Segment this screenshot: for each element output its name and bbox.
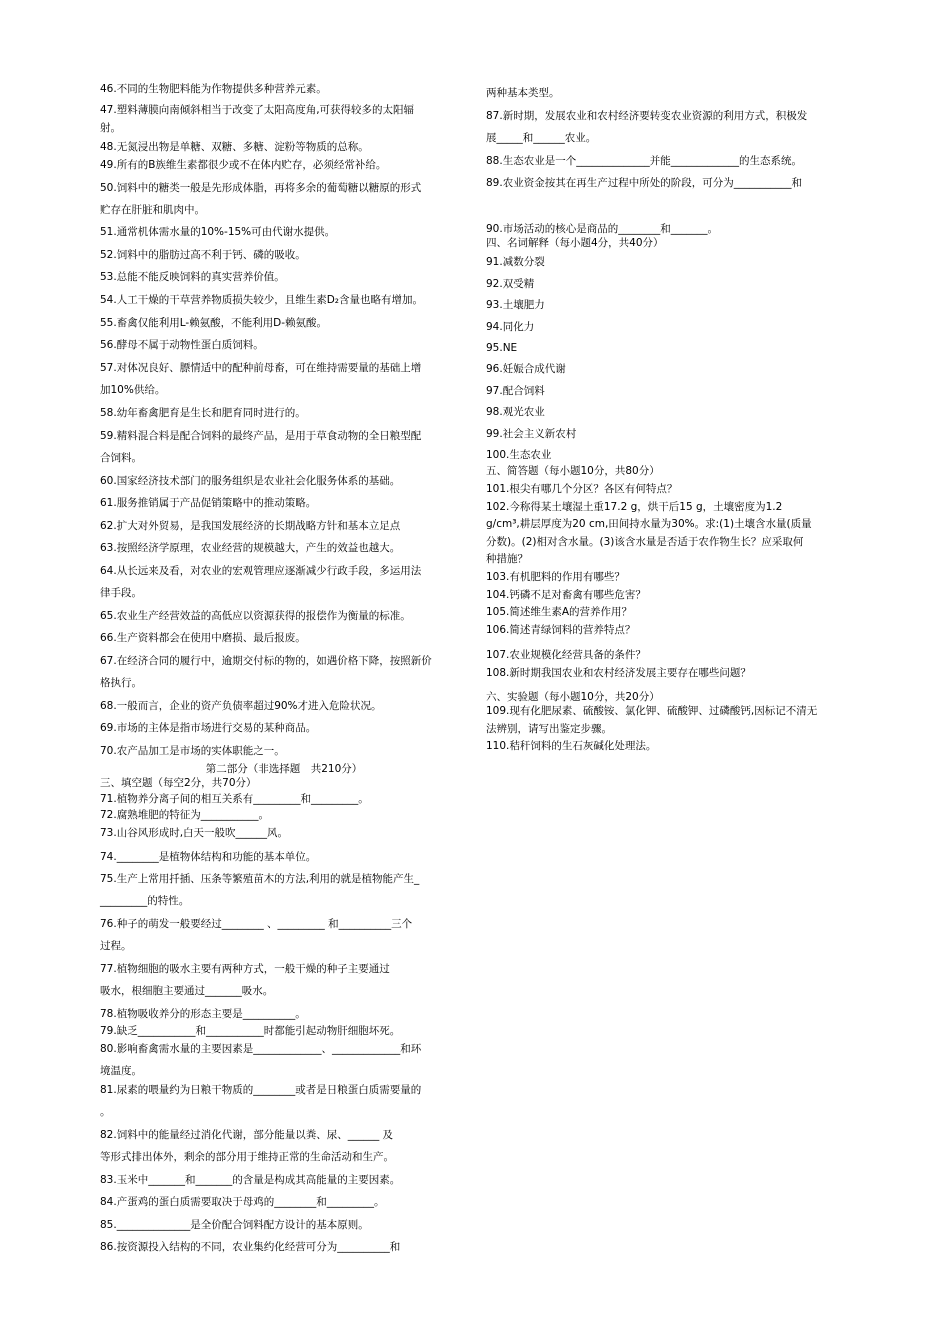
- text-line: 63.按照经济学原理，农业经营的规模越大，产生的效益也越大。: [100, 542, 401, 554]
- section-heading: 四、名词解释（每小题4分，共40分）: [486, 237, 664, 249]
- text-line: 81.尿素的喂量约为日粮干物质的________或者是日粮蛋白质需要量的: [100, 1084, 422, 1096]
- section-heading: 第二部分（非选择题 共210分）: [205, 763, 363, 775]
- text-line: 52.饲料中的脂肪过高不利于钙、磷的吸收。: [100, 249, 306, 261]
- text-line: 49.所有的B族维生素都很少或不在体内贮存，必须经常补给。: [100, 159, 387, 171]
- text-line: 69.市场的主体是指市场进行交易的某种商品。: [100, 722, 317, 734]
- text-line: 分数)。(2)相对含水量。(3)该含水量是否适于农作物生长？应采取何: [486, 536, 804, 548]
- text-line: 。: [100, 1106, 111, 1118]
- text-line: 48.无氮浸出物是单糖、双糖、多糖、淀粉等物质的总称。: [100, 141, 369, 153]
- text-line: 57.对体况良好、膘情适中的配种前母畜，可在维持需要量的基础上增: [100, 362, 422, 374]
- text-line: 84.产蛋鸡的蛋白质需要取决于母鸡的________和_________。: [100, 1196, 385, 1208]
- text-line: 等形式排出体外，剩余的部分用于维持正常的生命活动和生产。: [100, 1151, 394, 1163]
- text-line: 两种基本类型。: [486, 87, 560, 99]
- text-line: 58.幼年畜禽肥育是生长和肥育同时进行的。: [100, 407, 306, 419]
- text-line: 50.饲料中的糖类一般是先形成体脂，再将多余的葡萄糖以糖原的形式: [100, 182, 422, 194]
- text-line: 82.饲料中的能量经过消化代谢，部分能量以粪、尿、______ 及: [100, 1129, 394, 1141]
- text-line: 68.一般而言，企业的资产负债率超过90%才进入危险状况。: [100, 700, 382, 712]
- text-line: 97.配合饲料: [486, 385, 545, 397]
- text-line: 67.在经济合同的履行中，逾期交付标的物的，如遇价格下降，按照新价: [100, 655, 432, 667]
- text-line: 90.市场活动的核心是商品的________和_______。: [486, 223, 718, 235]
- text-line: g/cm³,耕层厚度为20 cm,田间持水量为30%。求:(1)土壤含水量(质量: [486, 518, 812, 530]
- text-line: 103.有机肥料的作用有哪些？: [486, 571, 625, 583]
- text-line: 108.新时期我国农业和农村经济发展主要存在哪些问题？: [486, 667, 751, 679]
- text-line: 格执行。: [100, 677, 142, 689]
- text-line: 101.根尖有哪几个分区？各区有何特点？: [486, 483, 678, 495]
- text-line: 47.塑料薄膜向南倾斜相当于改变了太阳高度角,可获得较多的太阳辐: [100, 104, 415, 116]
- text-line: 55.畜禽仅能利用L-赖氨酸，不能利用D-赖氨酸。: [100, 317, 328, 329]
- text-line: 110.秸秆饲料的生石灰碱化处理法。: [486, 740, 657, 752]
- text-line: 79.缺乏___________和___________时都能引起动物肝细胞坏死。: [100, 1025, 401, 1037]
- text-line: 99.社会主义新农村: [486, 428, 577, 440]
- text-line: 65.农业生产经营效益的高低应以资源获得的报偿作为衡量的标准。: [100, 610, 411, 622]
- text-line: 77.植物细胞的吸水主要有两种方式，一般干燥的种子主要通过: [100, 963, 390, 975]
- text-line: 102.今称得某土壤湿土重17.2 g，烘干后15 g，土壤密度为1.2: [486, 501, 783, 513]
- text-line: 59.精料混合料是配合饲料的最终产品，是用于草食动物的全日粮型配: [100, 430, 422, 442]
- text-line: 46.不同的生物肥料能为作物提供多种营养元素。: [100, 83, 327, 95]
- text-line: 104.钙磷不足对畜禽有哪些危害？: [486, 589, 646, 601]
- text-line: 93.土壤肥力: [486, 299, 545, 311]
- text-line: 87.新时期，发展农业和农村经济要转变农业资源的利用方式，积极发: [486, 110, 808, 122]
- text-line: 75.生产上常用扦插、压条等繁殖苗木的方法,利用的就是植物能产生_: [100, 873, 420, 885]
- text-line: 83.玉米中_______和_______的含量是构成其高能量的主要因素。: [100, 1174, 401, 1186]
- text-line: 96.妊娠合成代谢: [486, 363, 566, 375]
- text-line: 种措施？: [486, 553, 528, 565]
- text-line: 76.种子的萌发一般要经过________ 、_________ 和__________三个: [100, 918, 413, 930]
- text-line: 51.通常机体需水量的10%-15%可由代谢水提供。: [100, 226, 336, 238]
- text-line: 64.从长远来及看，对农业的宏观管理应逐渐减少行政手段，多运用法: [100, 565, 422, 577]
- text-line: 射。: [100, 122, 121, 134]
- text-line: 律手段。: [100, 587, 142, 599]
- text-line: 62.扩大对外贸易，是我国发展经济的长期战略方针和基本立足点: [100, 520, 401, 532]
- text-line: 88.生态农业是一个______________并能_____________的生态系统。: [486, 155, 802, 167]
- text-line: 98.观光农业: [486, 406, 545, 418]
- text-line: 92.双受精: [486, 278, 535, 290]
- text-line: 74.________是植物体结构和功能的基本单位。: [100, 851, 317, 863]
- text-line: 61.服务推销属于产品促销策略中的推动策略。: [100, 497, 317, 509]
- text-line: 加10%供给。: [100, 384, 166, 396]
- text-line: 73.山谷风形成时,白天一般吹______风。: [100, 827, 289, 839]
- section-heading: 六、实验题（每小题10分，共20分）: [486, 691, 660, 703]
- section-heading: 三、填空题（每空2分，共70分）: [100, 777, 257, 789]
- text-line: 94.同化力: [486, 321, 535, 333]
- text-line: 80.影响畜禽需水量的主要因素是_____________、_____________和环: [100, 1043, 422, 1055]
- text-line: 境温度。: [100, 1065, 142, 1077]
- text-line: 合饲料。: [100, 452, 142, 464]
- text-line: 60.国家经济技术部门的服务组织是农业社会化服务体系的基础。: [100, 475, 401, 487]
- text-line: 100.生态农业: [486, 449, 552, 461]
- text-line: 法辨别，请写出鉴定步骤。: [486, 723, 612, 735]
- text-line: 89.农业资金按其在再生产过程中所处的阶段，可分为___________和: [486, 177, 802, 189]
- text-line: 71.植物养分离子间的相互关系有_________和_________。: [100, 793, 369, 805]
- text-line: 95.NE: [486, 342, 518, 354]
- text-line: 85.______________是全价配合饲料配方设计的基本原则。: [100, 1219, 369, 1231]
- text-line: 66.生产资料都会在使用中磨损、最后报废。: [100, 632, 306, 644]
- text-line: 过程。: [100, 940, 132, 952]
- text-line: 109.现有化肥尿素、硫酸铵、氯化钾、硫酸钾、过磷酸钙,因标记不清无: [486, 705, 818, 717]
- text-line: 86.按资源投入结构的不同，农业集约化经营可分为__________和: [100, 1241, 401, 1253]
- text-line: 72.腐熟堆肥的特征为___________。: [100, 809, 269, 821]
- text-line: 展_____和______农业。: [486, 132, 597, 144]
- text-line: 53.总能不能反映饲料的真实营养价值。: [100, 271, 285, 283]
- text-line: 106.简述青绿饲料的营养特点？: [486, 624, 636, 636]
- section-heading: 五、简答题（每小题10分，共80分）: [486, 465, 660, 477]
- text-line: 91.减数分裂: [486, 256, 545, 268]
- text-line: 贮存在肝脏和肌肉中。: [100, 204, 205, 216]
- text-line: 54.人工干燥的干草营养物质损失较少，且维生素D₂含量也略有增加。: [100, 294, 423, 306]
- text-line: 56.酵母不属于动物性蛋白质饲料。: [100, 339, 264, 351]
- text-line: 105.简述维生素A的营养作用？: [486, 606, 633, 618]
- text-line: _________的特性。: [100, 895, 190, 907]
- text-line: 107.农业规模化经营具备的条件？: [486, 649, 646, 661]
- text-line: 70.农产品加工是市场的实体职能之一。: [100, 745, 285, 757]
- text-line: 吸水，根细胞主要通过_______吸水。: [100, 985, 274, 997]
- text-line: 78.植物吸收养分的形态主要是__________。: [100, 1008, 306, 1020]
